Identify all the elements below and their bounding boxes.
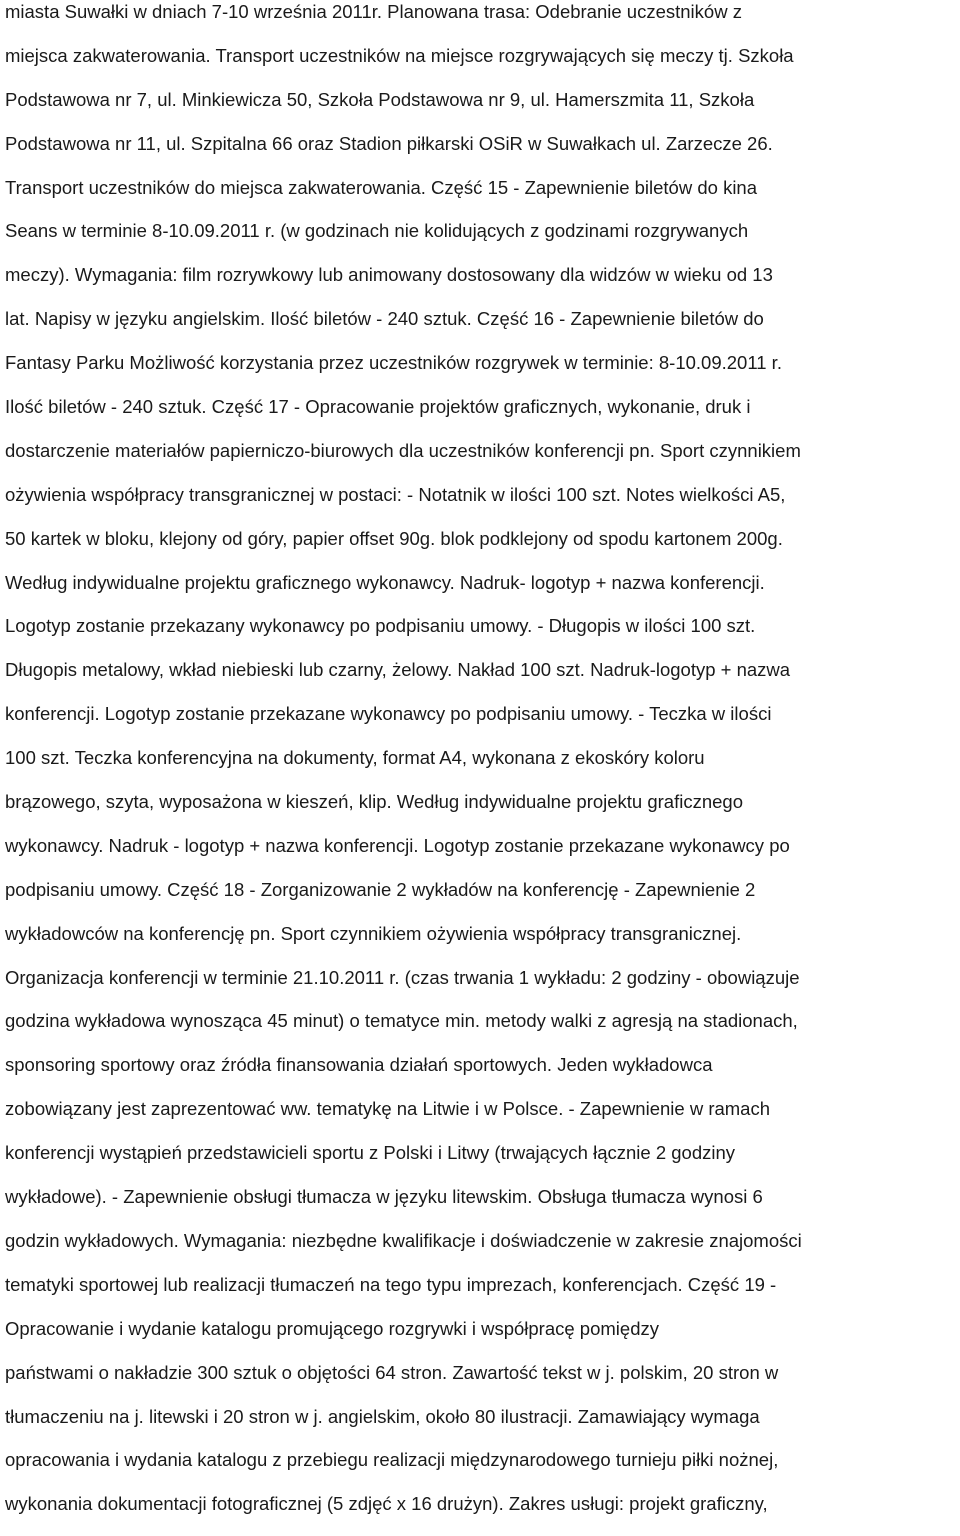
- text-line: Podstawowa nr 11, ul. Szpitalna 66 oraz Stadion piłkarski OSiR w Suwałkach ul. Zarzecze 26.: [5, 132, 773, 154]
- text-line: Według indywidualne projektu graficznego wykonawcy. Nadruk- logotyp + nazwa konferencji.: [5, 571, 765, 593]
- text-line: Fantasy Parku Możliwość korzystania przez uczestników rozgrywek w terminie: 8-10.09.2011 r.: [5, 352, 782, 374]
- text-line: państwami o nakładzie 300 sztuk o objętości 64 stron. Zawartość tekst w j. polskim, 20 stron w: [5, 1361, 779, 1383]
- text-line: wykonania dokumentacji fotograficznej (5 zdjęć x 16 drużyn). Zakres usługi: projekt graficzny,: [5, 1493, 768, 1515]
- text-line: Organizacja konferencji w terminie 21.10.2011 r. (czas trwania 1 wykładu: 2 godziny - obowiązuje: [5, 966, 800, 988]
- text-line: Seans w terminie 8-10.09.2011 r. (w godzinach nie kolidujących z godzinami rozgrywanych: [5, 220, 749, 242]
- text-line: 50 kartek w bloku, klejony od góry, papier offset 90g. blok podklejony od spodu kartonem 200g.: [5, 527, 783, 549]
- text-line: Transport uczestników do miejsca zakwaterowania. Część 15 - Zapewnienie biletów do kina: [5, 176, 758, 198]
- text-line: tłumaczeniu na j. litewski i 20 stron w j. angielskim, około 80 ilustracji. Zamawiający wymaga: [5, 1405, 760, 1427]
- text-line: miejsca zakwaterowania. Transport uczestników na miejsce rozgrywających się meczy tj. Szkoła: [5, 44, 794, 66]
- text-line: Logotyp zostanie przekazany wykonawcy po podpisaniu umowy. - Długopis w ilości 100 szt.: [5, 615, 756, 637]
- text-line: meczy). Wymagania: film rozrywkowy lub animowany dostosowany dla widzów w wieku od 13: [5, 264, 773, 286]
- text-line: ożywienia współpracy transgranicznej w postaci: - Notatnik w ilości 100 szt. Notes wielkości A5,: [5, 483, 786, 505]
- text-line: lat. Napisy w języku angielskim. Ilość biletów - 240 sztuk. Część 16 - Zapewnienie biletów do: [5, 308, 764, 330]
- text-line: Długopis metalowy, wkład niebieski lub czarny, żelowy. Nakład 100 szt. Nadruk-logotyp + nazwa: [5, 659, 791, 681]
- text-line: godzin wykładowych. Wymagania: niezbędne kwalifikacje i doświadczenie w zakresie znajomości: [5, 1229, 802, 1251]
- text-line: godzina wykładowa wynosząca 45 minut) o tematyce min. metody walki z agresją na stadionach,: [5, 1010, 798, 1032]
- text-line: brązowego, szyta, wyposażona w kieszeń, klip. Według indywidualne projektu graficznego: [5, 791, 744, 813]
- text-line: sponsoring sportowy oraz źródła finansowania działań sportowych. Jeden wykładowca: [5, 1054, 713, 1076]
- text-line: opracowania i wydania katalogu z przebiegu realizacji międzynarodowego turnieju piłki nożnej,: [5, 1449, 779, 1471]
- document-body: [5, 0, 955, 1526]
- text-line: wykładowe). - Zapewnienie obsługi tłumacza w języku litewskim. Obsługa tłumacza wynosi 6: [5, 1186, 763, 1208]
- text-line: Podstawowa nr 7, ul. Minkiewicza 50, Szkoła Podstawowa nr 9, ul. Hamerszmita 11, Szkoła: [5, 88, 755, 110]
- text-line: konferencji. Logotyp zostanie przekazane wykonawcy po podpisaniu umowy. - Teczka w ilości: [5, 703, 772, 725]
- text-line: podpisaniu umowy. Część 18 - Zorganizowanie 2 wykładów na konferencję - Zapewnienie 2: [5, 878, 756, 900]
- text-line: tematyki sportowej lub realizacji tłumaczeń na tego typu imprezach, konferencjach. Część 19 -: [5, 1273, 777, 1295]
- text-line: wykonawcy. Nadruk - logotyp + nazwa konferencji. Logotyp zostanie przekazane wykonawcy po: [5, 834, 790, 856]
- text-line: 100 szt. Teczka konferencyjna na dokumenty, format A4, wykonana z ekoskóry koloru: [5, 747, 705, 769]
- text-line: wykładowców na konferencję pn. Sport czynnikiem ożywienia współpracy transgranicznej.: [5, 922, 742, 944]
- text-line: dostarczenie materiałów papierniczo-biurowych dla uczestników konferencji pn. Sport czynnikiem: [5, 439, 801, 461]
- text-line: Opracowanie i wydanie katalogu promującego rozgrywki i współpracę pomiędzy: [5, 1317, 659, 1339]
- document-page: [5, 0, 955, 1536]
- text-line: Ilość biletów - 240 sztuk. Część 17 - Opracowanie projektów graficznych, wykonanie, druk i: [5, 396, 751, 418]
- text-line: zobowiązany jest zaprezentować ww. tematykę na Litwie i w Polsce. - Zapewnienie w ramach: [5, 1098, 771, 1120]
- text-line: konferencji wystąpień przedstawicieli sportu z Polski i Litwy (trwających łącznie 2 godziny: [5, 1142, 736, 1164]
- text-line: miasta Suwałki w dniach 7-10 września 2011r. Planowana trasa: Odebranie uczestników z: [5, 1, 742, 22]
